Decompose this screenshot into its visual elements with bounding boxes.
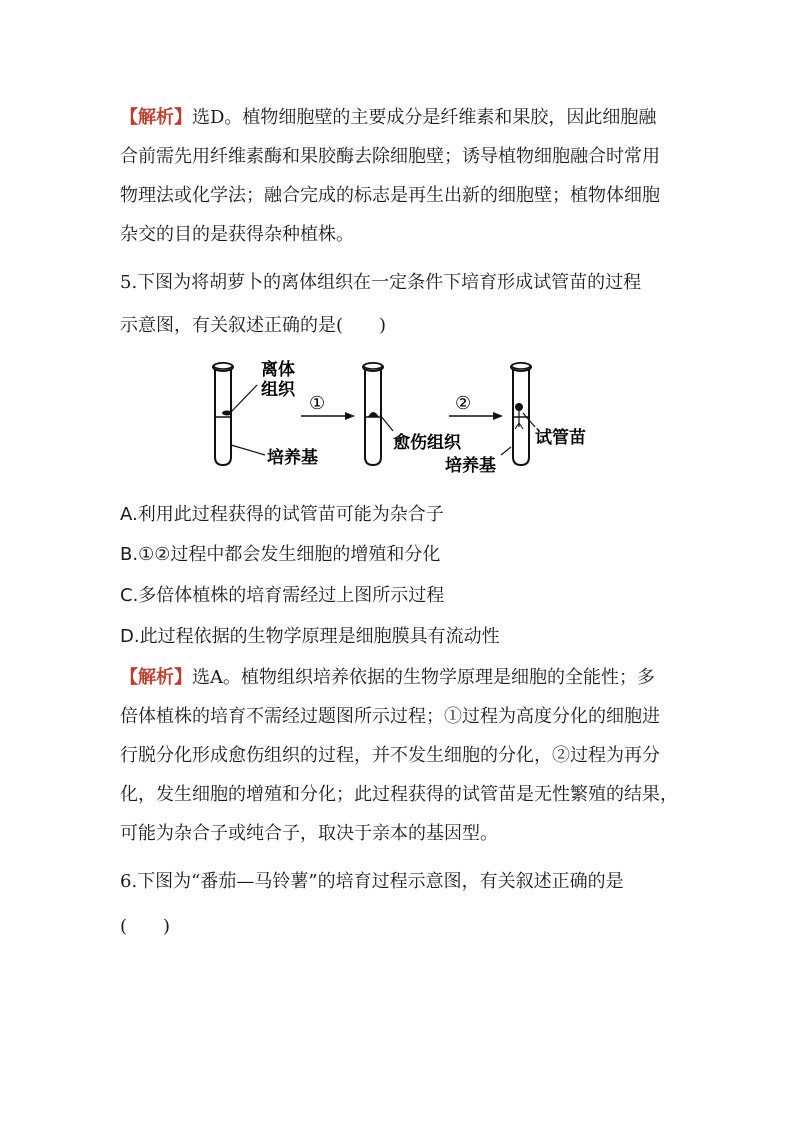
- q5-option-a: A.利用此过程获得的试管苗可能为杂合子: [120, 504, 444, 525]
- q5-analysis-line-5: 可能为杂合子或纯合子，取决于亲本的基因型。: [120, 823, 498, 844]
- q5-stem-line-1: 5.下图为将胡萝卜的离体组织在一定条件下培育形成试管苗的过程: [120, 272, 642, 293]
- q5-option-c: C.多倍体植株的培育需经过上图所示过程: [120, 585, 445, 606]
- q5-analysis-line-2: 倍体植株的培育不需经过题图所示过程；①过程为高度分化的细胞进: [120, 706, 660, 727]
- q5-analysis-text-1: 选A。植物组织培养依据的生物学原理是细胞的全能性；多: [192, 667, 655, 688]
- q5-analysis-line-4: 化，发生细胞的增殖和分化；此过程获得的试管苗是无性繁殖的结果，: [120, 784, 678, 805]
- explant-tissue: [222, 411, 232, 416]
- analysis-tag: 【解析】: [120, 667, 192, 688]
- q4-analysis-text-1: 选D。植物细胞壁的主要成分是纤维素和果胶，因此细胞融: [192, 107, 657, 128]
- label-explant-1: 离体: [261, 360, 295, 380]
- q5-analysis-line-3: 行脱分化形成愈伤组织的过程，并不发生细胞的分化，②过程为再分: [120, 745, 660, 766]
- label-explant-2: 组织: [261, 380, 295, 400]
- seedling: [515, 403, 523, 411]
- q5-option-d: D.此过程依据的生物学原理是细胞膜具有流动性: [120, 626, 500, 647]
- label-callus: 愈伤组织: [393, 433, 461, 453]
- q5-analysis-line-1: [120, 666, 655, 690]
- q5-stem-line-2: 示意图，有关叙述正确的是( ): [120, 315, 387, 336]
- test-tube-1: [213, 363, 233, 465]
- q4-analysis-line-3: 物理法或化学法；融合完成的标志是再生出新的细胞壁；植物体细胞: [120, 185, 660, 206]
- q4-analysis-line-1: [120, 106, 656, 130]
- analysis-tag: 【解析】: [120, 107, 192, 128]
- test-tube-2: [363, 363, 383, 465]
- q6-stem-line-2: ( ): [120, 916, 171, 937]
- tissue-culture-diagram: [205, 355, 605, 475]
- callus: [368, 412, 379, 417]
- q6-stem-line-1: 6.下图为“番茄—马铃薯”的培育过程示意图，有关叙述正确的是: [120, 871, 624, 892]
- step-1-label: ①: [309, 393, 326, 414]
- label-medium-1: 培养基: [267, 448, 318, 468]
- q4-analysis-line-2: 合前需先用纤维素酶和果胶酶去除细胞壁；诱导植物细胞融合时常用: [120, 146, 660, 167]
- test-tube-3: [511, 363, 531, 465]
- label-medium-2: 培养基: [445, 456, 496, 475]
- q4-analysis-line-4: 杂交的目的是获得杂种植株。: [120, 224, 354, 245]
- label-seedling: 试管苗: [535, 428, 586, 448]
- q5-option-b: B.①②过程中都会发生细胞的增殖和分化: [120, 544, 441, 565]
- step-2-label: ②: [455, 393, 472, 414]
